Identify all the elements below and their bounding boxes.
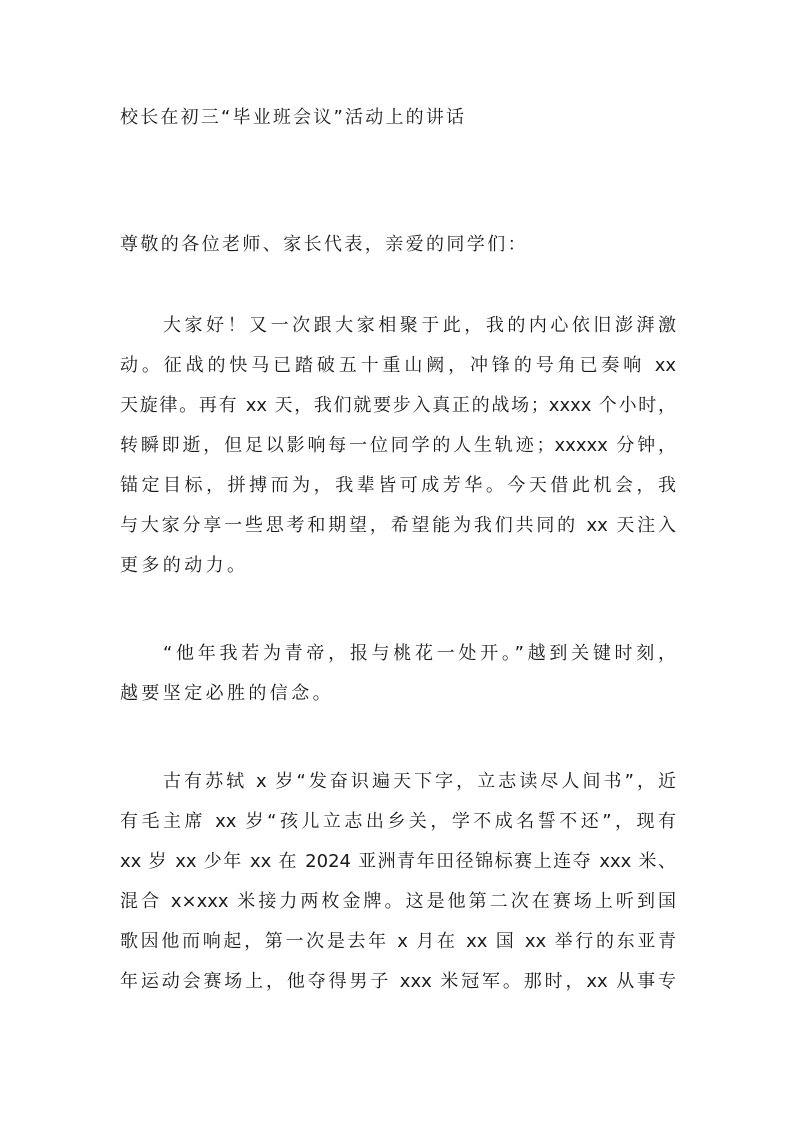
text-line: 歌因他而响起，第一次是去年 x 月在 xx 国 xx 举行的东亚青 (120, 931, 676, 952)
text-line: 混合 x×xxx 米接力两枚金牌。这是他第二次在赛场上听到国 (120, 891, 676, 912)
text-line: 越要坚定必胜的信念。 (120, 683, 334, 704)
text-line: 年运动会赛场上，他夺得男子 xxx 米冠军。那时，xx 从事专 (120, 971, 676, 992)
text-line: 大家好！又一次跟大家相聚于此，我的内心依旧澎湃激 (163, 315, 676, 336)
text-line: 锚定目标，拼搏而为，我辈皆可成芳华。今天借此机会，我 (120, 475, 676, 496)
text-line: 与大家分享一些思考和期望，希望能为我们共同的 xx 天注入 (120, 515, 676, 536)
document-title: 校长在初三“毕业班会议”活动上的讲话 (120, 107, 467, 128)
text-line: 动。征战的快马已踏破五十重山阙，冲锋的号角已奏响 xx (120, 355, 676, 376)
salutation: 尊敬的各位老师、家长代表，亲爱的同学们： (120, 234, 528, 255)
text-line: 古有苏轼 x 岁“发奋识遍天下字，立志读尽人间书”，近 (163, 771, 676, 792)
text-line: 转瞬即逝，但足以影响每一位同学的人生轨迹；xxxxx 分钟， (120, 435, 676, 456)
text-line: xx 岁 xx 少年 xx 在 2024 亚洲青年田径锦标赛上连夺 xxx 米、 (120, 851, 676, 872)
text-line: “他年我若为青帝，报与桃花一处开。”越到关键时刻， (163, 643, 676, 664)
text-line: 更多的动力。 (120, 555, 249, 576)
text-line: 天旋律。再有 xx 天，我们就要步入真正的战场；xxxx 个小时， (120, 395, 676, 416)
text-line: 有毛主席 xx 岁“孩儿立志出乡关，学不成名誓不还”，现有 (120, 811, 676, 832)
